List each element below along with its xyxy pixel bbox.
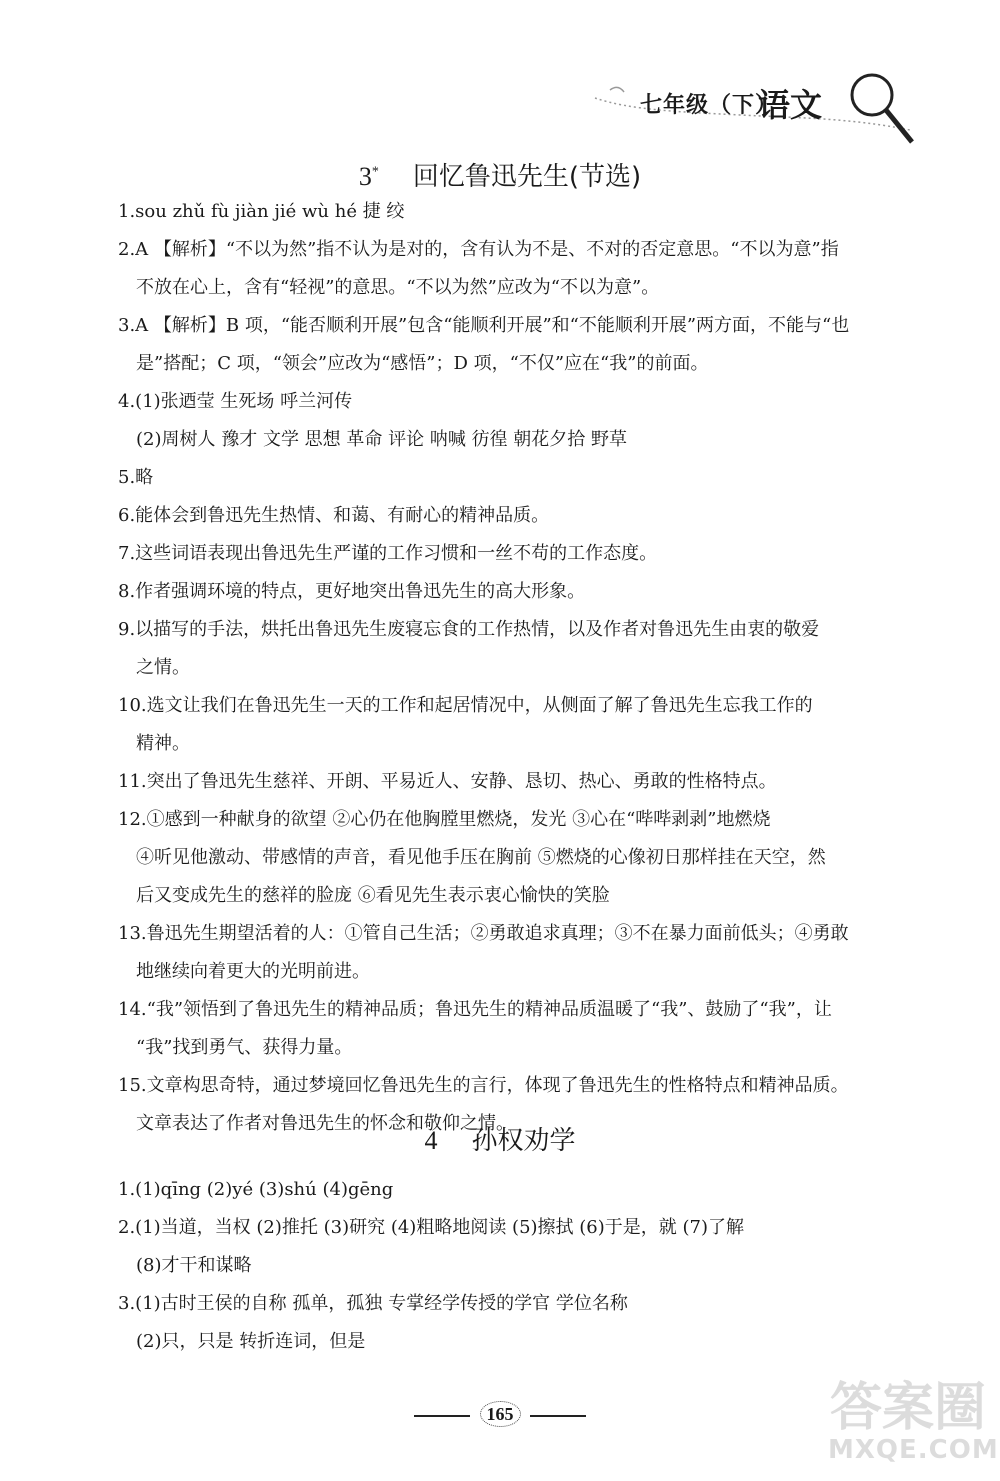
- page-number-rule-right: [530, 1415, 586, 1417]
- section-4-title: [0, 1120, 1000, 1157]
- answer-line: 1.(1)qīng (2)yé (3)shú (4)gēng: [118, 1179, 394, 1200]
- answer-line: 不放在心上，含有“轻视”的意思。“不以为然”应改为“不以为意”。: [136, 277, 660, 298]
- answer-line: 后又变成先生的慈祥的脸庞 ⑥看见先生表示衷心愉快的笑脸: [136, 885, 610, 906]
- page-number-value: 165: [480, 1401, 521, 1427]
- answer-line: 6.能体会到鲁迅先生热情、和蔼、有耐心的精神品质。: [118, 505, 550, 526]
- watermark-logo-text: 答案圈: [830, 1378, 987, 1438]
- answer-line: 11.突出了鲁迅先生慈祥、开朗、平易近人、安静、恳切、热心、勇敢的性格特点。: [118, 771, 777, 792]
- answer-line: 2.A 【解析】“不以为然”指不认为是对的，含有认为不是、不对的否定意思。“不以为意”指: [118, 239, 839, 260]
- section-4-heading: 孙权劝学: [471, 1126, 576, 1156]
- answer-line: 之情。: [136, 657, 190, 678]
- answer-line: 4.(1)张迺莹 生死场 呼兰河传: [118, 391, 353, 412]
- answer-line: (2)周树人 豫才 文学 思想 革命 评论 呐喊 彷徨 朝花夕拾 野草: [136, 429, 627, 450]
- page-number-rule-left: [414, 1415, 470, 1417]
- answer-line: 7.这些词语表现出鲁迅先生严谨的工作习惯和一丝不苟的工作态度。: [118, 543, 658, 564]
- watermark-site-text: MXQE.COM: [828, 1435, 999, 1465]
- watermark-logo: [820, 1365, 999, 1475]
- answer-line: (8)才干和谋略: [136, 1255, 252, 1276]
- section-3-number: 3*: [358, 162, 379, 191]
- answer-line: 8.作者强调环境的特点，更好地突出鲁迅先生的高大形象。: [118, 581, 586, 602]
- answer-line: 15.文章构思奇特，通过梦境回忆鲁迅先生的言行，体现了鲁迅先生的性格特点和精神品质。: [118, 1075, 849, 1096]
- section-3-title: [0, 156, 1000, 193]
- answer-line: 13.鲁迅先生期望活着的人：①管自己生活；②勇敢追求真理；③不在暴力面前低头；④勇敢: [118, 923, 849, 944]
- answer-line: 地继续向着更大的光明前进。: [136, 961, 370, 982]
- answer-line: 文章表达了作者对鲁迅先生的怀念和敬仰之情。: [136, 1113, 514, 1134]
- answer-line: (2)只，只是 转折连词，但是: [136, 1331, 366, 1352]
- answer-line: 12.①感到一种献身的欲望 ②心仍在他胸膛里燃烧，发光 ③心在“哔哔剥剥”地燃烧: [118, 809, 771, 830]
- answer-line: ④听见他激动、带感情的声音，看见他手压在胸前 ⑤燃烧的心像初日那样挂在天空，然: [136, 847, 826, 868]
- answer-line: 9.以描写的手法，烘托出鲁迅先生废寝忘食的工作热情，以及作者对鲁迅先生由衷的敬爱: [118, 619, 820, 640]
- answer-line: 3.A 【解析】B 项，“能否顺利开展”包含“能顺利开展”和“不能顺利开展”两方面，不能与“也: [118, 315, 850, 336]
- section-4-number: 4: [424, 1126, 438, 1155]
- subject-label: 语文: [758, 86, 823, 124]
- grade-label: 七年级（下）: [640, 93, 779, 118]
- answer-line: 14.“我”领悟到了鲁迅先生的精神品质；鲁迅先生的精神品质温暖了“我”、鼓励了“我”，让: [118, 999, 832, 1020]
- answer-line: 10.选文让我们在鲁迅先生一天的工作和起居情况中，从侧面了解了鲁迅先生忘我工作的: [118, 695, 813, 716]
- answer-line: 1.sou zhǔ fù jiàn jié wù hé 捷 绞: [118, 201, 405, 222]
- answer-line: 3.(1)古时王侯的自称 孤单，孤独 专掌经学传授的学官 学位名称: [118, 1293, 628, 1314]
- answer-line: 精神。: [136, 733, 190, 754]
- answer-line: 是”搭配；C 项，“领会”应改为“感悟”；D 项，“不仅”应在“我”的前面。: [136, 353, 709, 374]
- section-3-heading: 回忆鲁迅先生(节选): [412, 162, 642, 192]
- answer-line: 2.(1)当道，当权 (2)推托 (3)研究 (4)粗略地阅读 (5)擦拭 (6)于是，就 (7)了解: [118, 1217, 744, 1238]
- answer-line: 5.略: [118, 467, 154, 488]
- answer-line: “我”找到勇气、获得力量。: [136, 1037, 353, 1058]
- page-header: [590, 70, 920, 160]
